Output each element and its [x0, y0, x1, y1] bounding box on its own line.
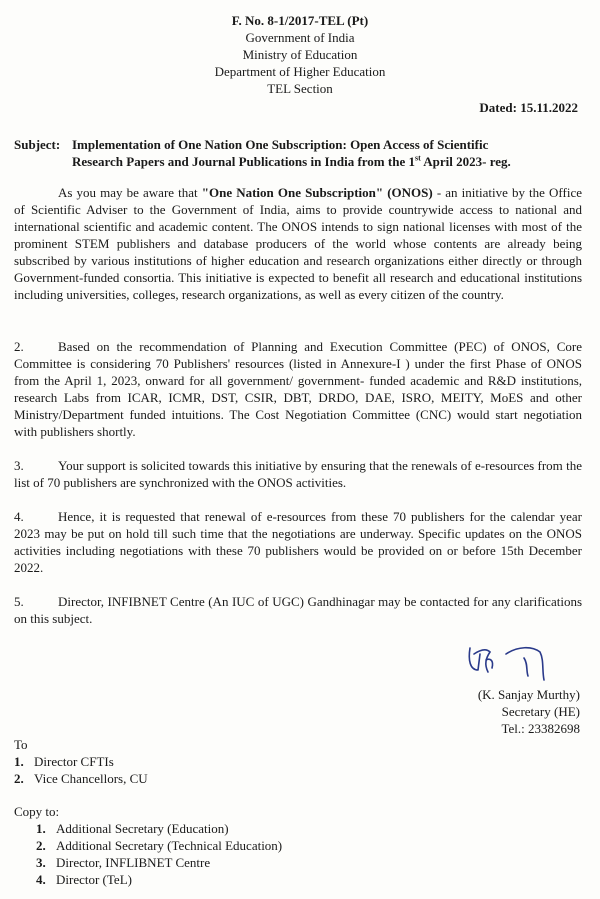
- paragraph-4: [14, 508, 582, 576]
- header-department: Department of Higher Education: [214, 64, 386, 79]
- recipient-item: 2. Vice Chancellors, CU: [14, 771, 148, 786]
- subject-block: [14, 136, 582, 170]
- subject-superscript: st: [414, 153, 421, 163]
- signatory-block: [478, 686, 580, 737]
- paragraph-3: [14, 457, 582, 491]
- subject-line-1: Implementation of One Nation One Subscription: Open Access of Scientific: [72, 137, 489, 152]
- copy-to-label: Copy to:: [14, 804, 60, 819]
- signatory-designation: Secretary (HE): [501, 704, 580, 719]
- signatory-phone: Tel.: 23382698: [501, 721, 580, 736]
- subject-label: Subject:: [14, 137, 61, 152]
- para3-text: Your support is solicited towards this initiative by ensuring that the renewals of e-resources from the list of 70 publishers are synchronized with the ONOS activities.: [14, 458, 582, 490]
- date-line: Dated: 15.11.2022: [479, 100, 578, 115]
- paragraph-5: [14, 593, 582, 627]
- para2-text: Based on the recommendation of Planning and Execution Committee (PEC) of ONOS, Core Committee is considering 70 Publishers' resources (listed in Annexure-I ) under the first Phase of ONOS from the April 1, 2023, onward for all government/ government- funded academic and R&D institutions, research Labs from ICAR, ICMR, DST, CSIR, DBT, DRDO, DAE, ISRO, MEITY, MoES and other Ministry/Department funded intuitions. The Cost Negotiation Committee (CNC) would start negotiation with publishers shortly.: [14, 339, 582, 439]
- para4-number: 4.: [14, 509, 24, 524]
- para1-bold: "One Nation One Subscription" (ONOS): [201, 185, 433, 200]
- para3-number: 3.: [14, 458, 24, 473]
- handwritten-signature: [462, 640, 582, 690]
- to-label: To: [14, 737, 28, 752]
- signatory-name: (K. Sanjay Murthy): [477, 687, 580, 702]
- copy-to-block: [14, 803, 282, 888]
- para1-intro: As you may be aware that: [58, 185, 202, 200]
- para2-number: 2.: [14, 339, 24, 354]
- paragraph-1: [14, 184, 582, 303]
- copy-item: 1. Additional Secretary (Education): [36, 821, 229, 836]
- subject-line-2-end: April 2023- reg.: [420, 154, 511, 169]
- header-section: TEL Section: [267, 81, 333, 96]
- recipients-block: [14, 736, 148, 787]
- subject-line-2: Research Papers and Journal Publications in India from the 1: [72, 154, 415, 169]
- para1-body: - an initiative by the Office of Scientific Adviser to the Government of India, aims to provide countrywide access to national and international scientific and academic content. The ONOS intends to sign national licenses with most of the prominent STEM publishers and database producers of the world whose contents are already being subscribed by various institutions of higher education and research organizations either directly or through Government-funded consortia. This initiative is expected to benefit all research and educational institutions including universities, colleges, research organizations, as well as every citizen of the country.: [14, 185, 583, 302]
- para5-number: 5.: [14, 594, 24, 609]
- recipient-item: 1. Director CFTIs: [14, 754, 114, 769]
- paragraph-2: [14, 338, 582, 440]
- file-number: F. No. 8-1/2017-TEL (Pt): [231, 13, 369, 28]
- copy-item: 4. Director (TeL): [36, 872, 132, 887]
- letterhead: [0, 12, 600, 97]
- header-ministry: Ministry of Education: [242, 47, 358, 62]
- copy-item: 3. Director, INFLIBNET Centre: [36, 855, 211, 870]
- para4-text: Hence, it is requested that renewal of e-resources from these 70 publishers for the calendar year 2023 may be put on hold till such time that the negotiations are underway. Specific updates on the ONOS activities including negotiations with these 70 publishers would be provided on or before 15th December 2022.: [14, 509, 582, 575]
- para5-text: Director, INFIBNET Centre (An IUC of UGC) Gandhinagar may be contacted for any clarifications on this subject.: [14, 594, 582, 626]
- header-government: Government of India: [245, 30, 355, 45]
- copy-item: 2. Additional Secretary (Technical Education): [36, 838, 283, 853]
